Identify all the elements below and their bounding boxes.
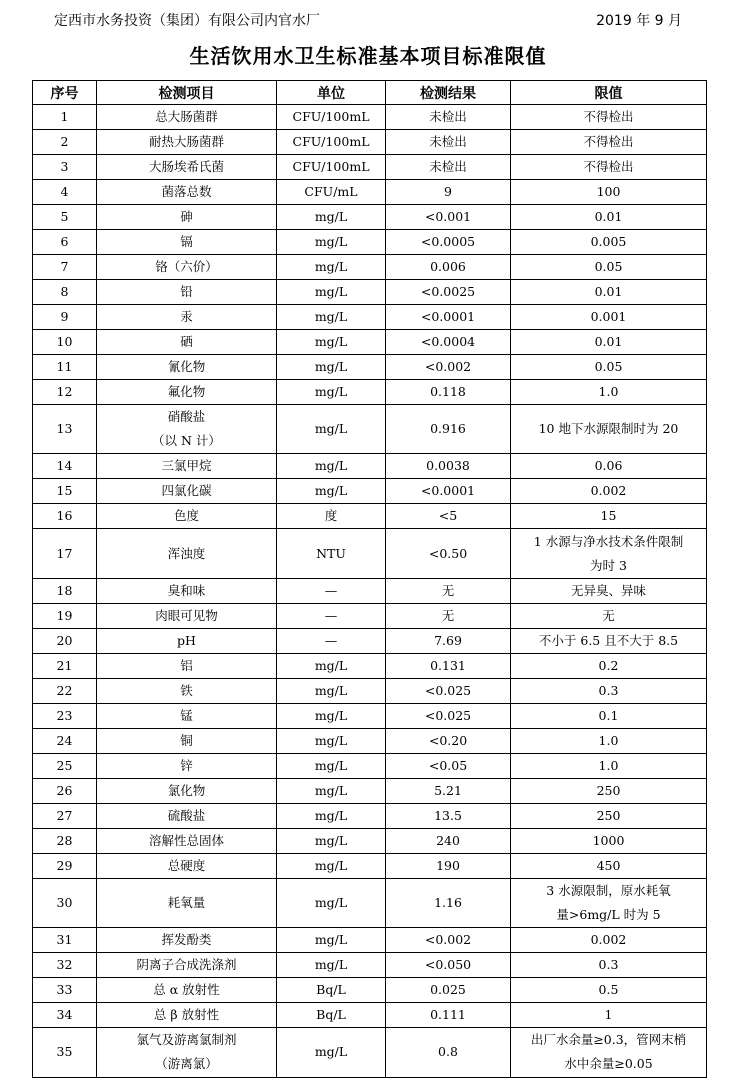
row-no-cell: 28 — [33, 828, 97, 853]
row-unit-cell: CFU/100mL — [277, 130, 386, 155]
row-unit-cell: mg/L — [277, 853, 386, 878]
row-limit-cell: 不小于 6.5 且不大于 8.5 — [511, 628, 707, 653]
row-item-cell: 肉眼可见物 — [97, 603, 277, 628]
table-row — [33, 578, 707, 603]
table-row — [33, 405, 707, 454]
row-no-cell: 23 — [33, 703, 97, 728]
row-item-cell: 总 α 放射性 — [97, 978, 277, 1003]
row-limit-cell: 0.3 — [511, 953, 707, 978]
row-limit-line: 为时 3 — [590, 557, 627, 573]
row-unit-cell: mg/L — [277, 280, 386, 305]
row-result-cell: 0.8 — [386, 1028, 511, 1077]
row-unit-cell: mg/L — [277, 205, 386, 230]
row-result-cell: 0.131 — [386, 653, 511, 678]
row-result-cell: 190 — [386, 853, 511, 878]
row-no-cell: 31 — [33, 928, 97, 953]
row-no-cell: 3 — [33, 155, 97, 180]
row-unit-cell: mg/L — [277, 878, 386, 927]
row-result-cell: 1.16 — [386, 878, 511, 927]
row-item-cell: 氟化物 — [97, 380, 277, 405]
row-unit-cell: mg/L — [277, 230, 386, 255]
column-header-item: 检测项目 — [97, 81, 277, 105]
row-limit-cell: 0.05 — [511, 255, 707, 280]
row-item-cell: pH — [97, 628, 277, 653]
row-no-cell: 18 — [33, 578, 97, 603]
row-item-cell: 砷 — [97, 205, 277, 230]
table-row — [33, 205, 707, 230]
row-item-line: 硝酸盐 — [167, 409, 206, 425]
row-item-cell: 浑浊度 — [97, 529, 277, 578]
row-unit-cell: mg/L — [277, 305, 386, 330]
row-result-cell: <0.025 — [386, 678, 511, 703]
row-item-cell: 铜 — [97, 728, 277, 753]
row-no-cell: 5 — [33, 205, 97, 230]
row-item-cell: 大肠埃希氏菌 — [97, 155, 277, 180]
row-item-cell: 总硬度 — [97, 853, 277, 878]
column-header-limit: 限值 — [511, 81, 707, 105]
row-result-cell: <0.0005 — [386, 230, 511, 255]
row-no-cell: 14 — [33, 454, 97, 479]
row-limit-cell: 无异臭、异味 — [511, 578, 707, 603]
column-header-no: 序号 — [33, 81, 97, 105]
row-limit-cell: 1000 — [511, 828, 707, 853]
row-unit-cell: NTU — [277, 529, 386, 578]
row-item-cell: 硫酸盐 — [97, 803, 277, 828]
row-item-cell: 铬（六价） — [97, 255, 277, 280]
standards-table — [32, 80, 707, 1078]
row-limit-cell: 不得检出 — [511, 155, 707, 180]
row-unit-cell: CFU/100mL — [277, 155, 386, 180]
row-no-cell: 35 — [33, 1028, 97, 1077]
row-unit-cell: mg/L — [277, 953, 386, 978]
row-limit-cell: 0.002 — [511, 928, 707, 953]
row-limit-cell: 450 — [511, 853, 707, 878]
row-no-cell: 20 — [33, 628, 97, 653]
row-unit-cell: CFU/100mL — [277, 105, 386, 130]
row-limit-cell: 0.05 — [511, 355, 707, 380]
row-result-cell: 0.006 — [386, 255, 511, 280]
row-unit-cell: mg/L — [277, 928, 386, 953]
row-limit-cell: 0.01 — [511, 280, 707, 305]
row-result-cell: <0.50 — [386, 529, 511, 578]
row-no-cell: 15 — [33, 479, 97, 504]
row-unit-cell: — — [277, 578, 386, 603]
table-row — [33, 1028, 707, 1077]
row-item-cell: 总 β 放射性 — [97, 1003, 277, 1028]
row-unit-cell: mg/L — [277, 828, 386, 853]
row-result-cell: <0.05 — [386, 753, 511, 778]
row-no-cell: 11 — [33, 355, 97, 380]
row-item-cell: 耗氧量 — [97, 878, 277, 927]
table-row — [33, 603, 707, 628]
row-result-cell: 未检出 — [386, 130, 511, 155]
row-item-cell: 溶解性总固体 — [97, 828, 277, 853]
row-unit-cell: mg/L — [277, 355, 386, 380]
row-unit-cell: mg/L — [277, 678, 386, 703]
row-unit-cell: mg/L — [277, 753, 386, 778]
row-no-cell: 27 — [33, 803, 97, 828]
row-no-cell: 2 — [33, 130, 97, 155]
table-row — [33, 853, 707, 878]
row-limit-cell: 0.5 — [511, 978, 707, 1003]
row-no-cell: 12 — [33, 380, 97, 405]
table-row — [33, 703, 707, 728]
table-row — [33, 454, 707, 479]
row-item-cell: 铅 — [97, 280, 277, 305]
row-no-cell: 1 — [33, 105, 97, 130]
row-limit-cell: 无 — [511, 603, 707, 628]
row-result-cell: <0.025 — [386, 703, 511, 728]
table-row — [33, 230, 707, 255]
row-result-cell: 5.21 — [386, 778, 511, 803]
row-no-cell: 33 — [33, 978, 97, 1003]
row-no-cell: 34 — [33, 1003, 97, 1028]
row-limit-cell: 10 地下水源限制时为 20 — [511, 405, 707, 454]
row-unit-cell: mg/L — [277, 653, 386, 678]
row-item-cell: 硒 — [97, 330, 277, 355]
row-result-cell: <0.0004 — [386, 330, 511, 355]
row-no-cell: 24 — [33, 728, 97, 753]
row-limit-cell — [511, 878, 707, 927]
row-result-cell: 0.111 — [386, 1003, 511, 1028]
row-unit-cell: mg/L — [277, 703, 386, 728]
row-unit-cell: mg/L — [277, 454, 386, 479]
row-result-cell: 0.916 — [386, 405, 511, 454]
row-result-cell: 无 — [386, 603, 511, 628]
row-item-cell: 锌 — [97, 753, 277, 778]
row-unit-cell: mg/L — [277, 380, 386, 405]
row-limit-cell — [511, 1028, 707, 1077]
table-row — [33, 380, 707, 405]
row-limit-cell: 0.2 — [511, 653, 707, 678]
table-row — [33, 280, 707, 305]
table-row — [33, 504, 707, 529]
row-limit-cell: 0.3 — [511, 678, 707, 703]
row-limit-cell: 不得检出 — [511, 130, 707, 155]
table-row — [33, 628, 707, 653]
row-limit-cell: 0.01 — [511, 205, 707, 230]
row-no-cell: 22 — [33, 678, 97, 703]
row-item-cell: 四氯化碳 — [97, 479, 277, 504]
row-unit-cell: Bq/L — [277, 1003, 386, 1028]
row-item-cell — [97, 1028, 277, 1077]
table-row — [33, 953, 707, 978]
row-item-cell: 氰化物 — [97, 355, 277, 380]
row-limit-cell: 1.0 — [511, 380, 707, 405]
table-row — [33, 155, 707, 180]
row-result-cell: 7.69 — [386, 628, 511, 653]
row-no-cell: 4 — [33, 180, 97, 205]
row-no-cell: 7 — [33, 255, 97, 280]
table-row — [33, 1003, 707, 1028]
row-no-cell: 16 — [33, 504, 97, 529]
row-unit-cell: mg/L — [277, 405, 386, 454]
row-item-cell: 挥发酚类 — [97, 928, 277, 953]
row-unit-cell: mg/L — [277, 803, 386, 828]
row-no-cell: 32 — [33, 953, 97, 978]
row-result-cell: 未检出 — [386, 155, 511, 180]
row-limit-cell: 0.01 — [511, 330, 707, 355]
row-no-cell: 25 — [33, 753, 97, 778]
row-result-cell: <0.0025 — [386, 280, 511, 305]
row-limit-cell: 0.001 — [511, 305, 707, 330]
row-limit-line: 3 水源限制，原水耗氧 — [546, 882, 671, 898]
row-no-cell: 30 — [33, 878, 97, 927]
row-no-cell: 13 — [33, 405, 97, 454]
row-item-line: （以 N 计） — [152, 433, 221, 449]
report-date: 2019 年 9 月 — [596, 13, 682, 29]
row-item-cell: 色度 — [97, 504, 277, 529]
row-limit-cell — [511, 529, 707, 578]
table-row — [33, 803, 707, 828]
row-limit-cell: 250 — [511, 803, 707, 828]
table-row — [33, 828, 707, 853]
row-unit-cell: mg/L — [277, 728, 386, 753]
row-item-cell: 三氯甲烷 — [97, 454, 277, 479]
row-item-cell: 总大肠菌群 — [97, 105, 277, 130]
row-limit-cell: 1.0 — [511, 753, 707, 778]
row-limit-line: 出厂水余量≥0.3，管网末梢 — [530, 1032, 687, 1048]
table-row — [33, 529, 707, 578]
row-result-cell: 0.118 — [386, 380, 511, 405]
row-unit-cell: — — [277, 603, 386, 628]
row-no-cell: 10 — [33, 330, 97, 355]
row-limit-cell: 1.0 — [511, 728, 707, 753]
table-row — [33, 928, 707, 953]
table-row — [33, 255, 707, 280]
row-limit-cell: 1 — [511, 1003, 707, 1028]
row-result-cell: 0.025 — [386, 978, 511, 1003]
row-result-cell: <5 — [386, 504, 511, 529]
row-limit-cell: 0.005 — [511, 230, 707, 255]
row-no-cell: 9 — [33, 305, 97, 330]
row-result-cell: <0.0001 — [386, 479, 511, 504]
row-limit-cell: 15 — [511, 504, 707, 529]
row-item-cell: 汞 — [97, 305, 277, 330]
row-result-cell: <0.001 — [386, 205, 511, 230]
row-item-cell: 锰 — [97, 703, 277, 728]
row-limit-cell: 100 — [511, 180, 707, 205]
row-limit-line: 1 水源与净水技术条件限制 — [533, 533, 684, 549]
row-item-cell: 铝 — [97, 653, 277, 678]
table-row — [33, 678, 707, 703]
table-row — [33, 878, 707, 927]
row-result-cell: <0.0001 — [386, 305, 511, 330]
table-row — [33, 778, 707, 803]
row-item-cell: 阴离子合成洗涤剂 — [97, 953, 277, 978]
row-unit-cell: mg/L — [277, 255, 386, 280]
row-item-cell: 耐热大肠菌群 — [97, 130, 277, 155]
row-unit-cell: Bq/L — [277, 978, 386, 1003]
row-limit-line: 量>6mg/L 时为 5 — [556, 906, 661, 922]
column-header-unit: 单位 — [277, 81, 386, 105]
table-row — [33, 653, 707, 678]
row-unit-cell: mg/L — [277, 479, 386, 504]
row-item-line: 氯气及游离氯制剂 — [136, 1032, 237, 1048]
row-result-cell: 13.5 — [386, 803, 511, 828]
row-item-cell: 菌落总数 — [97, 180, 277, 205]
row-item-cell — [97, 405, 277, 454]
row-result-cell: 9 — [386, 180, 511, 205]
document-header — [54, 8, 682, 32]
row-unit-cell: CFU/mL — [277, 180, 386, 205]
organization-name: 定西市水务投资（集团）有限公司内官水厂 — [54, 13, 320, 29]
row-item-cell: 铁 — [97, 678, 277, 703]
row-item-cell: 臭和味 — [97, 578, 277, 603]
row-result-cell: 0.0038 — [386, 454, 511, 479]
row-item-line: （游离氯） — [155, 1056, 218, 1072]
row-result-cell: <0.050 — [386, 953, 511, 978]
table-header-row — [33, 81, 707, 105]
row-unit-cell: mg/L — [277, 1028, 386, 1077]
row-limit-line: 水中余量≥0.05 — [564, 1056, 653, 1072]
row-limit-cell: 0.06 — [511, 454, 707, 479]
row-result-cell: 无 — [386, 578, 511, 603]
table-row — [33, 130, 707, 155]
row-result-cell: <0.002 — [386, 928, 511, 953]
table-row — [33, 479, 707, 504]
row-unit-cell: — — [277, 628, 386, 653]
row-result-cell: <0.002 — [386, 355, 511, 380]
row-no-cell: 26 — [33, 778, 97, 803]
row-no-cell: 21 — [33, 653, 97, 678]
row-result-cell: <0.20 — [386, 728, 511, 753]
table-row — [33, 355, 707, 380]
table-body — [33, 105, 707, 1078]
row-item-cell: 氯化物 — [97, 778, 277, 803]
row-no-cell: 19 — [33, 603, 97, 628]
row-limit-cell: 不得检出 — [511, 105, 707, 130]
row-unit-cell: mg/L — [277, 778, 386, 803]
table-row — [33, 978, 707, 1003]
row-limit-cell: 250 — [511, 778, 707, 803]
table-row — [33, 105, 707, 130]
table-row — [33, 728, 707, 753]
table-row — [33, 305, 707, 330]
row-no-cell: 6 — [33, 230, 97, 255]
row-result-cell: 240 — [386, 828, 511, 853]
table-row — [33, 753, 707, 778]
row-limit-cell: 0.1 — [511, 703, 707, 728]
column-header-result: 检测结果 — [386, 81, 511, 105]
row-no-cell: 17 — [33, 529, 97, 578]
row-limit-cell: 0.002 — [511, 479, 707, 504]
row-no-cell: 8 — [33, 280, 97, 305]
table-row — [33, 330, 707, 355]
row-result-cell: 未检出 — [386, 105, 511, 130]
document-title: 生活饮用水卫生标准基本项目标准限值 — [189, 44, 547, 68]
row-unit-cell: 度 — [277, 504, 386, 529]
row-no-cell: 29 — [33, 853, 97, 878]
row-unit-cell: mg/L — [277, 330, 386, 355]
row-item-cell: 镉 — [97, 230, 277, 255]
table-row — [33, 180, 707, 205]
